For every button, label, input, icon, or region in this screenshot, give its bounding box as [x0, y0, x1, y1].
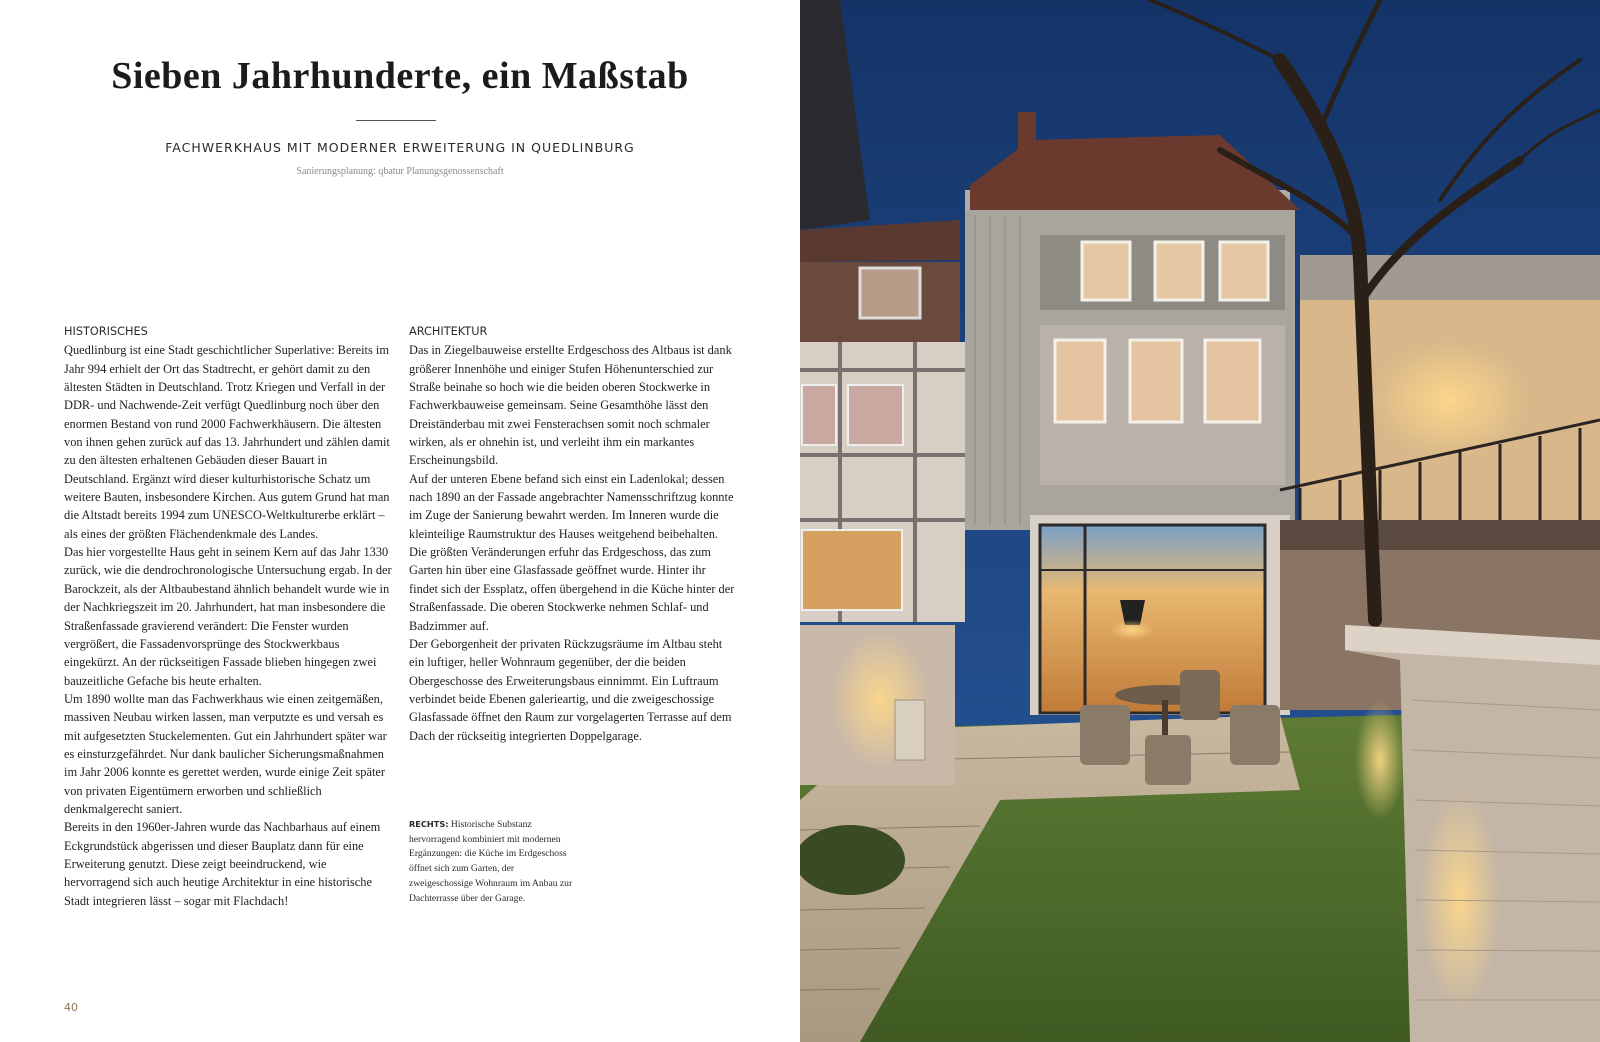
paragraph: Das in Ziegelbauweise erstellte Erdgeschoss des Altbaus ist dank größerer Innenhöhe und einiger Stufen Höhenunterschied zur Straße beinahe so hoch wie die beiden oberen Stockwerke in Fachwerkbauweise gemeinsam. Seine Gesamthöhe lässt den Dreiständerbau mit zwei Fensterachsen somit noch schmaler wirken, als er ohnehin ist, und verleiht ihm ein markantes Erscheinungsbild. [409, 343, 732, 468]
window [1055, 340, 1105, 422]
page-subtitle: FACHWERKHAUS MIT MODERNER ERWEITERUNG IN QUEDLINBURG [165, 140, 635, 155]
paragraph: Das hier vorgestellte Haus geht in seinem Kern auf das Jahr 1330 zurück, wie die dendrochronologische Untersuchung ergab. In der Barockzeit, als der Altbaubestand ähnlich behandelt wurde wie in der Nachkriegszeit im 20. Jahrhundert, hat man insbesondere die Straßenfassade gravierend verändert: Die Fenster wurden vergrößert, die Fassadenvorsprünge des Stockwerkbaus eingekürzt. An der rückseitigen Fassade blieben hingegen zwei bauzeitliche Gefache bis heute erhalten. [64, 545, 392, 688]
page-number: 40 [64, 1001, 78, 1014]
lit-window [802, 530, 902, 610]
extension-roof [1300, 255, 1600, 300]
section-heading-historisches: HISTORISCHES [64, 325, 148, 338]
caption-label: RECHTS: [409, 819, 449, 829]
wicker-chair [1180, 670, 1220, 720]
flower-bed [800, 825, 905, 895]
chimney [1018, 112, 1036, 152]
balcony-slab [1280, 520, 1600, 550]
window [1155, 242, 1203, 300]
house-photo [800, 0, 1600, 1042]
window [802, 385, 836, 445]
wicker-chair [1230, 705, 1280, 765]
window [848, 385, 903, 445]
window [1130, 340, 1182, 422]
glass-facade [1040, 525, 1265, 713]
paragraph: Bereits in den 1960er-Jahren wurde das Nachbarhaus auf einem Eckgrundstück abgerissen und dieser Bauplatz dann für eine Erweiterung genutzt. Diese zeigt beeindruckend, wie hervorragend sich auch heutige Architektur in eine historische Stadt integrieren lässt – sogar mit Flachdach! [64, 820, 381, 908]
lamp-glow [1110, 620, 1154, 640]
paragraph: Um 1890 wollte man das Fachwerkhaus wie einen zeitgemäßen, massiven Neubau wirken lassen, man verputzte es und versah es mit aufgesetzten Stuckelementen. Gut ein Jahrhundert später war es einsturzgefährdet. Nur dank baulicher Sicherungsmaßnahmen im Jahr 2006 konnte es gerettet werden, wurde einige Zeit später von privaten Eigentümern erworben und schließlich denkmalgerecht saniert. [64, 691, 387, 816]
window [1082, 242, 1130, 300]
title-divider [356, 120, 436, 121]
window [1205, 340, 1260, 422]
window [1220, 242, 1268, 300]
caption-text: Historische Substanz hervorragend kombiniert mit modernen Ergänzungen: die Küche im Erdgeschoss öffnet sich zum Garten, der zweigeschossige Wohnraum im Anbau zur Dachterrasse über der Garage. [409, 819, 573, 904]
page-title: Sieben Jahrhunderte, ein Maßstab [111, 55, 689, 97]
wall-light [1355, 700, 1405, 820]
house-illustration [800, 0, 1600, 1042]
planning-credit: Sanierungsplanung: qbatur Planungsgenossenschaft [296, 166, 504, 177]
photo-caption [409, 817, 579, 906]
paragraph: Auf der unteren Ebene befand sich einst ein Ladenlokal; dessen nach 1890 an der Fassade angebrachter Namensschriftzug konnte im Zuge der Sanierung bewahrt werden. Im Inneren wurde die kleinteilige Raumstruktur des Hauses weitgehend beibehalten. Die größten Veränderungen erfuhr das Erdgeschoss, das zum Garten hin über eine Glasfassade geöffnet wurde. Hinter ihr findet sich der Essplatz, offen übergehend in die Küche hinter der Straßenfassade. Die oberen Stockwerke nehmen Schlaf- und Badzimmer auf. [409, 471, 735, 633]
column-historisches [64, 323, 392, 910]
paragraph: Quedlinburg ist eine Stadt geschichtlicher Superlative: Bereits im Jahr 994 erhielt der Ort das Stadtrecht, er gehört damit zu den ältesten Städten in Deutschland. Trotz Kriegen und Verfall in der DDR- und Nachwende-Zeit verfügt Quedlinburg noch über den enormen Bestand von rund 2000 Fachwerkhäusern. Die ältesten von ihnen gehen zurück auf das 13. Jahrhundert und zählen damit zu den ältesten erhaltenen Gebäuden dieser Bauart in Deutschland. Ergänzt wird dieser kulturhistorische Schatz um weitere Bauten, insbesondere Kirchen. Aus gutem Grund hat man die Altstadt bereits 1994 zum UNESCO-Weltkulturerbe erklärt – als eines der größten Flächendenkmale des Landes. [64, 343, 390, 541]
left-house-dormer-window [860, 268, 920, 318]
wicker-chair [1080, 705, 1130, 765]
wicker-stool [1145, 735, 1191, 785]
paragraph: Der Geborgenheit der privaten Rückzugsräume im Altbau steht ein luftiger, heller Wohnraum gegenüber, der die beiden Obergeschosse des Erweiterungsbaus einnimmt. Ein Luftraum verbindet beide Ebenen galerieartig, und die zweigeschossige Glasfassade öffnet den Raum zur vorgelagerten Terrasse auf dem Dach der rückseitig integrierten Doppelgarage. [409, 636, 732, 743]
section-heading-architektur: ARCHITEKTUR [409, 325, 488, 338]
lantern [895, 700, 925, 760]
column-architektur [409, 323, 737, 745]
